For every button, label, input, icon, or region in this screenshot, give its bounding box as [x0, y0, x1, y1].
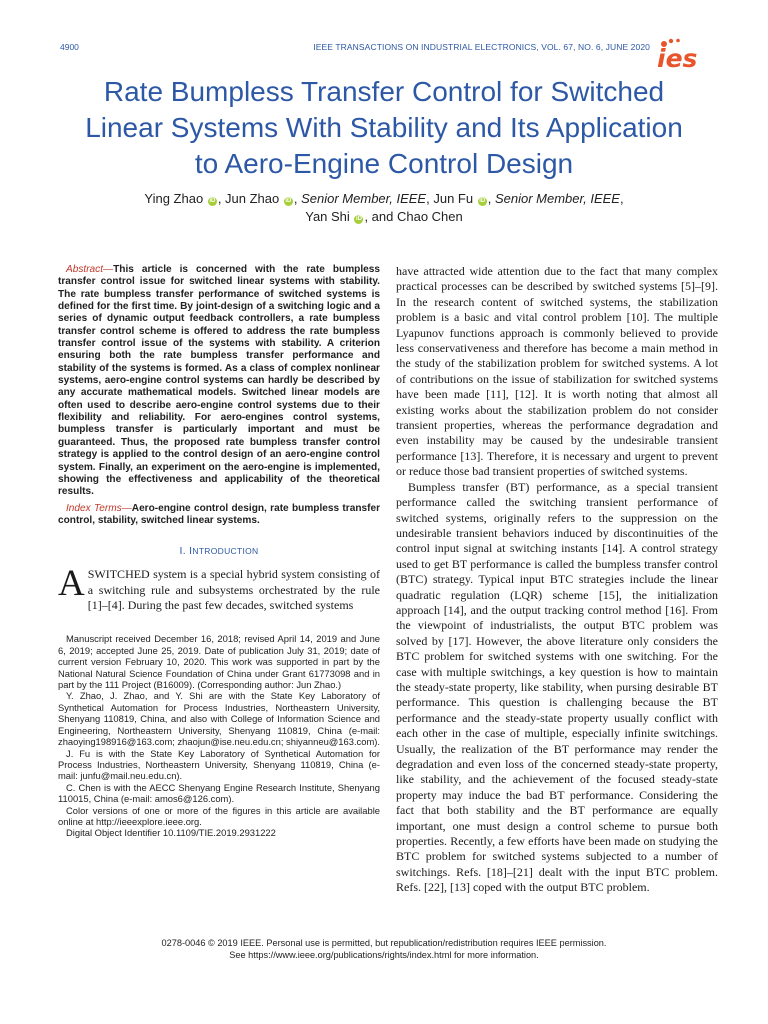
author-name: Chao Chen: [396, 209, 463, 224]
footnote: J. Fu is with the State Key Laboratory of Synthetical Automation for Process Industries, Northeastern University, Shenyang 110819, China (e-mail: junfu@mail.neu.edu.cn).: [58, 747, 380, 782]
title-line: to Aero-Engine Control Design: [194, 148, 574, 179]
copyright-line: See https://www.ieee.org/publications/rights/index.html for more information.: [229, 949, 539, 960]
orcid-icon[interactable]: iD: [209, 198, 216, 204]
orcid-icon[interactable]: iD: [285, 198, 292, 204]
title-line: Rate Bumpless Transfer Control for Switched: [103, 76, 665, 107]
ies-logo: [656, 38, 718, 72]
index-terms-text: Aero-engine control design, rate bumpless transfer control, stability, switched linear systems.: [58, 502, 380, 526]
drop-cap: A: [58, 563, 85, 605]
author-list: Ying Zhao iD , Jun Zhao iD , Senior Member, IEEE, Jun Fu iD , Senior Member, IEEE, Yan Shi iD , and Chao Chen: [144, 191, 624, 224]
orcid-icon[interactable]: iD: [355, 216, 362, 222]
page-number: 4900: [60, 42, 79, 52]
footnote: C. Chen is with the AECC Shenyang Engine Research Institute, Shenyang 110015, China (e-mail: amos6@126.com).: [58, 781, 380, 805]
abstract: [58, 264, 380, 499]
author-name: Yan Shi: [305, 209, 350, 224]
orcid-icon[interactable]: iD: [479, 198, 486, 204]
footnote: Y. Zhao, J. Zhao, and Y. Shi are with the State Key Laboratory of Synthetical Automation for Process Industries, Northeastern University, Shenyang 110819, China, and also with College of Information Science and Engineering, Northeastern University, Shenyang 110819, China (e-mail: zhaoying198916@163.com; zhaojun@ise.neu.edu.cn; shiyanneu@163.com).: [58, 690, 380, 748]
body-paragraph: have attracted wide attention due to the fact that many complex practical processes can be described by switched systems [5]–[9]. In the research content of switched systems, the stabilization problem is a basic and vital control problem [10]. The multiple Lyapunov functions approach is commonly believed to provide less conservativeness and therefore has become a main method in the study of the stabilization problem for switched systems. A lot of contributions on the issue of stabilization for switched systems have been made [11], [12]. It is worth noting that almost all existing works about the stabilization problem do not consider transient properties, whereas the performance degradation and even instability may be caused by the undesirable transient performance [13]. Therefore, it is necessary and urgent to prevent or reduce those bad transient properties of switched systems.: [396, 264, 718, 479]
index-terms-label: Index Terms—: [66, 502, 132, 514]
left-column: [58, 264, 380, 839]
abstract-label: Abstract—: [66, 264, 114, 275]
author-role: Senior Member, IEEE: [494, 191, 620, 206]
copyright-line: 0278-0046 © 2019 IEEE. Personal use is permitted, but republication/redistribution requires IEEE permission.: [161, 938, 607, 948]
footnotes: [58, 633, 380, 838]
first-word: SWITCHED: [87, 567, 150, 582]
body-paragraph: Bumpless transfer (BT) performance, as a special transient performance called the switching transient performance of switched systems, originally refers to the suppression on the undesirable transient behaviors induced by discontinuities of the control input signal at switching instants [14]. A control strategy used to get BT performance is called the bumpless transfer control (BTC) strategy. Typical input BTC strategies include the linear quadratic regulation (LQR) scheme [15], the initialization approach [14], and the output tracking control method [16]. From the viewpoint of industrialists, the output BTC problem was solved by [17]. However, the above literature only considers the BTC problem for switched systems with one switching. For the case with multiple switchings, a key question is how to maintain the steady-state property, like stability, when pursing desirable BT performance. This question is challenging because the BT performance and the steady-state property usually conflict with each other in the case of multiple, especially infinite switchings. Usually, the realization of the BT performance may render the degradation and even loss of the concerned steady-state property, like stability, and the achievement of the focused steady-state property may induce the bad BT performance. Considering the fact that both stability and the BT performance are equally important, one must design a control scheme to pursue both properties. Recently, a few efforts have been made on studying the BTC problem for switched systems subjected to a number of switchings. Refs. [18]–[21] dealt with the input BTC problem. Refs. [22], [13] coped with the output BTC problem.: [396, 479, 718, 895]
intro-paragraph: [58, 563, 381, 613]
author-name: Jun Zhao: [225, 191, 280, 206]
right-column: [396, 264, 718, 896]
author-role: Senior Member, IEEE: [301, 191, 427, 206]
title-line: Linear Systems With Stability and Its Application: [85, 112, 683, 143]
index-terms: [58, 503, 380, 528]
abstract-text: This article is concerned with the rate bumpless transfer control issue for switched linear systems with stability. The rate bumpless transfer performance of switched systems is defined for the first time. By joint-design of a switching logic and a series of dynamic output feedback controllers, a rate bumpless transfer control scheme is offered to address the rate bumpless transfer control issue of the systems with stability. A criterion ensuring both the rate bumpless transfer performance and stability of the systems is formed. As a class of complex nonlinear systems, aero-engine control systems can hardly be described by any accurate mathematical models. Switched linear models are often used to describe aero-engine control systems due to their flexibility and reliability. For aero-engines control systems, bumpless transfer is particularly important and must be guaranteed. Thus, the proposed rate bumpless transfer control strategy is applied to the control design of an aero-engine control system. Finally, an experiment on the aero-engine is implemented, showing the effectiveness and applicability of the theoretical results.: [58, 264, 380, 498]
footnote: Digital Object Identifier 10.1109/TIE.2019.2931222: [66, 827, 276, 839]
journal-header: IEEE TRANSACTIONS ON INDUSTRIAL ELECTRONICS, VOL. 67, NO. 6, JUNE 2020: [313, 42, 650, 52]
paper-title: [40, 74, 728, 182]
footnote: Manuscript received December 16, 2018; revised April 14, 2019 and June 6, 2019; accepted June 25, 2019. Date of publication July 31, 2019; date of current version February 10, 2020. This work was supported in part by the National Natural Science Foundation of China under Grant 61773098 and in part by the 111 Project (B16009). (Corresponding author: Jun Zhao.): [58, 633, 380, 691]
section-heading: I. INTRODUCTION: [179, 545, 259, 558]
copyright-notice: [40, 938, 728, 961]
author-name: Jun Fu: [433, 191, 474, 206]
footnote: Color versions of one or more of the figures in this article are available online at http://ieeexplore.ieee.org.: [58, 804, 380, 827]
author-name: Ying Zhao: [144, 191, 204, 206]
logo-text: ies: [657, 44, 698, 72]
intro-text: system is a special hybrid system consisting of a switching rule and subsystems orchestrated by the rule [1]–[4]. During the past few decades, switched systems: [87, 567, 381, 613]
